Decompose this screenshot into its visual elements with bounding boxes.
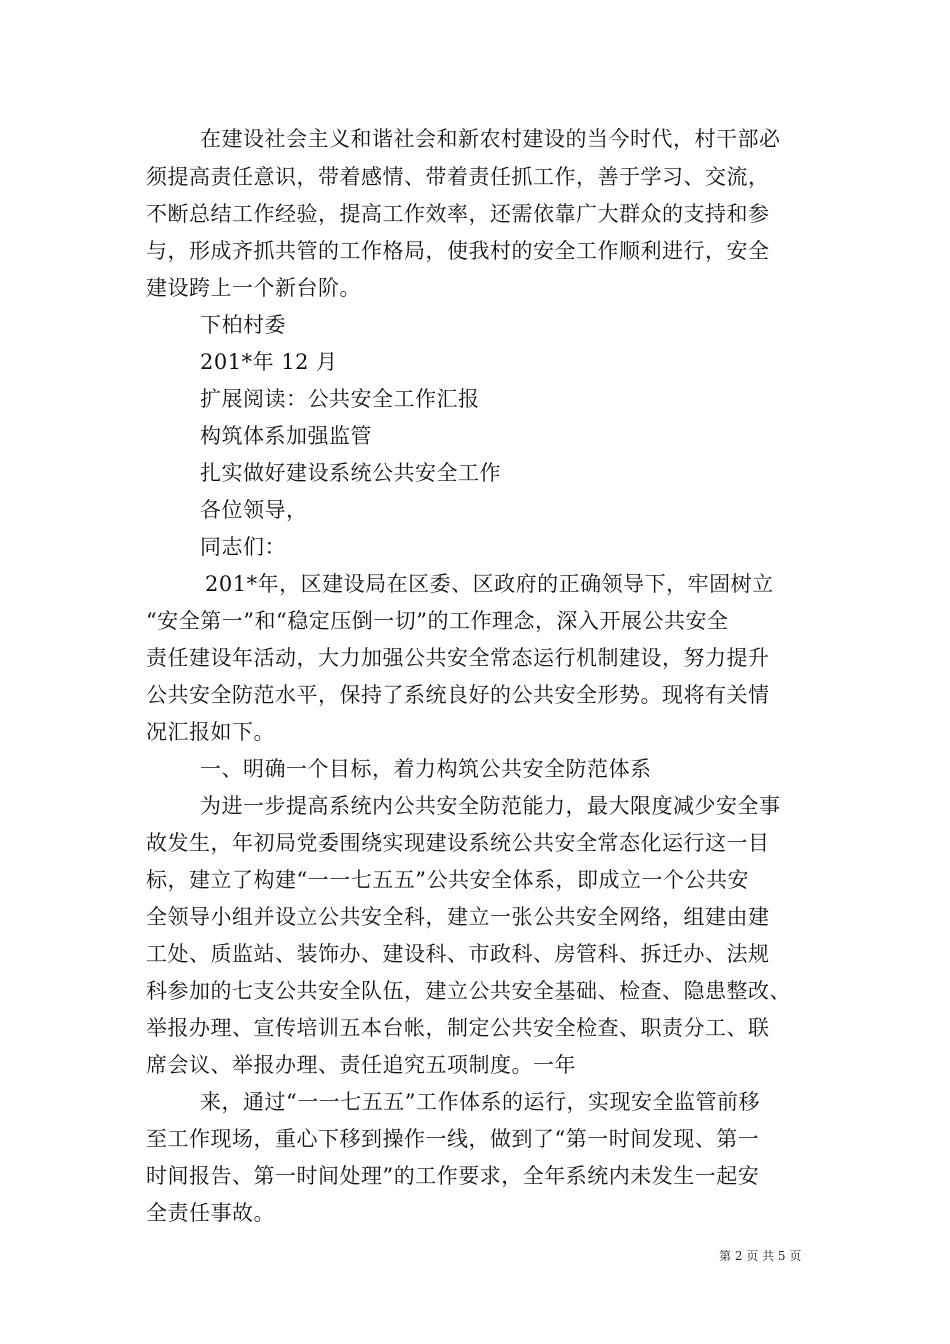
- paragraph-line: 来，通过“一一七五五”工作体系的运行，实现安全监管前移: [200, 1090, 760, 1114]
- paragraph-line: 标，建立了构建“一一七五五”公共安全体系，即成立一个公共安: [146, 868, 749, 892]
- subtitle: 构筑体系加强监管: [200, 424, 372, 448]
- paragraph-line: 201*年，区建设局在区委、区政府的正确领导下，牢固树立: [205, 572, 774, 596]
- paragraph-line: 须提高责任意识，带着感情、带着责任抓工作，善于学习、交流，: [146, 165, 770, 189]
- paragraph-line: 与，形成齐抓共管的工作格局，使我村的安全工作顺利进行，安全: [146, 239, 770, 263]
- page-indicator: 第 2 页 共 5 页: [719, 1249, 802, 1263]
- extended-reading-title: 扩展阅读：公共安全工作汇报: [200, 387, 480, 411]
- signature: 下柏村委: [200, 313, 286, 337]
- paragraph-line: “安全第一”和“稳定压倒一切”的工作理念，深入开展公共安全: [146, 609, 729, 633]
- section-heading: 一、明确一个目标，着力构筑公共安全防范体系: [200, 757, 652, 781]
- paragraph-line: 全责任事故。: [146, 1201, 275, 1225]
- paragraph-line: 席会议、举报办理、责任追究五项制度。一年: [146, 1053, 576, 1077]
- paragraph-line: 故发生，年初局党委围绕实现建设系统公共安全常态化运行这一目: [146, 831, 770, 855]
- paragraph-line: 责任建设年活动，大力加强公共安全常态运行机制建设，努力提升: [146, 646, 770, 670]
- paragraph-line: 工处、质监站、装饰办、建设科、市政科、房管科、拆迁办、法规: [146, 942, 770, 966]
- date: 201*年 12 月: [200, 350, 338, 374]
- greeting: 各位领导，: [200, 498, 308, 522]
- paragraph-line: 公共安全防范水平，保持了系统良好的公共安全形势。现将有关情: [146, 683, 770, 707]
- paragraph-line: 举报办理、宣传培训五本台帐，制定公共安全检查、职责分工、联: [146, 1016, 770, 1040]
- paragraph-line: 全领导小组并设立公共安全科，建立一张公共安全网络，组建由建: [146, 905, 770, 929]
- paragraph-line: 在建设社会主义和谐社会和新农村建设的当今时代，村干部必: [200, 127, 781, 151]
- greeting: 同志们：: [200, 535, 286, 559]
- paragraph-line: 时间报告、第一时间处理”的工作要求，全年系统内未发生一起安: [146, 1164, 760, 1188]
- subtitle: 扎实做好建设系统公共安全工作: [200, 461, 501, 485]
- paragraph-line: 不断总结工作经验，提高工作效率，还需依靠广大群众的支持和参: [146, 202, 770, 226]
- paragraph-line: 至工作现场，重心下移到操作一线，做到了“第一时间发现、第一: [146, 1127, 760, 1151]
- paragraph-line: 况汇报如下。: [146, 720, 275, 744]
- paragraph-line: 建设跨上一个新台阶。: [146, 276, 361, 300]
- paragraph-line: 科参加的七支公共安全队伍，建立公共安全基础、检查、隐患整改、: [146, 979, 791, 1003]
- paragraph-line: 为进一步提高系统内公共安全防范能力，最大限度减少安全事: [200, 794, 781, 818]
